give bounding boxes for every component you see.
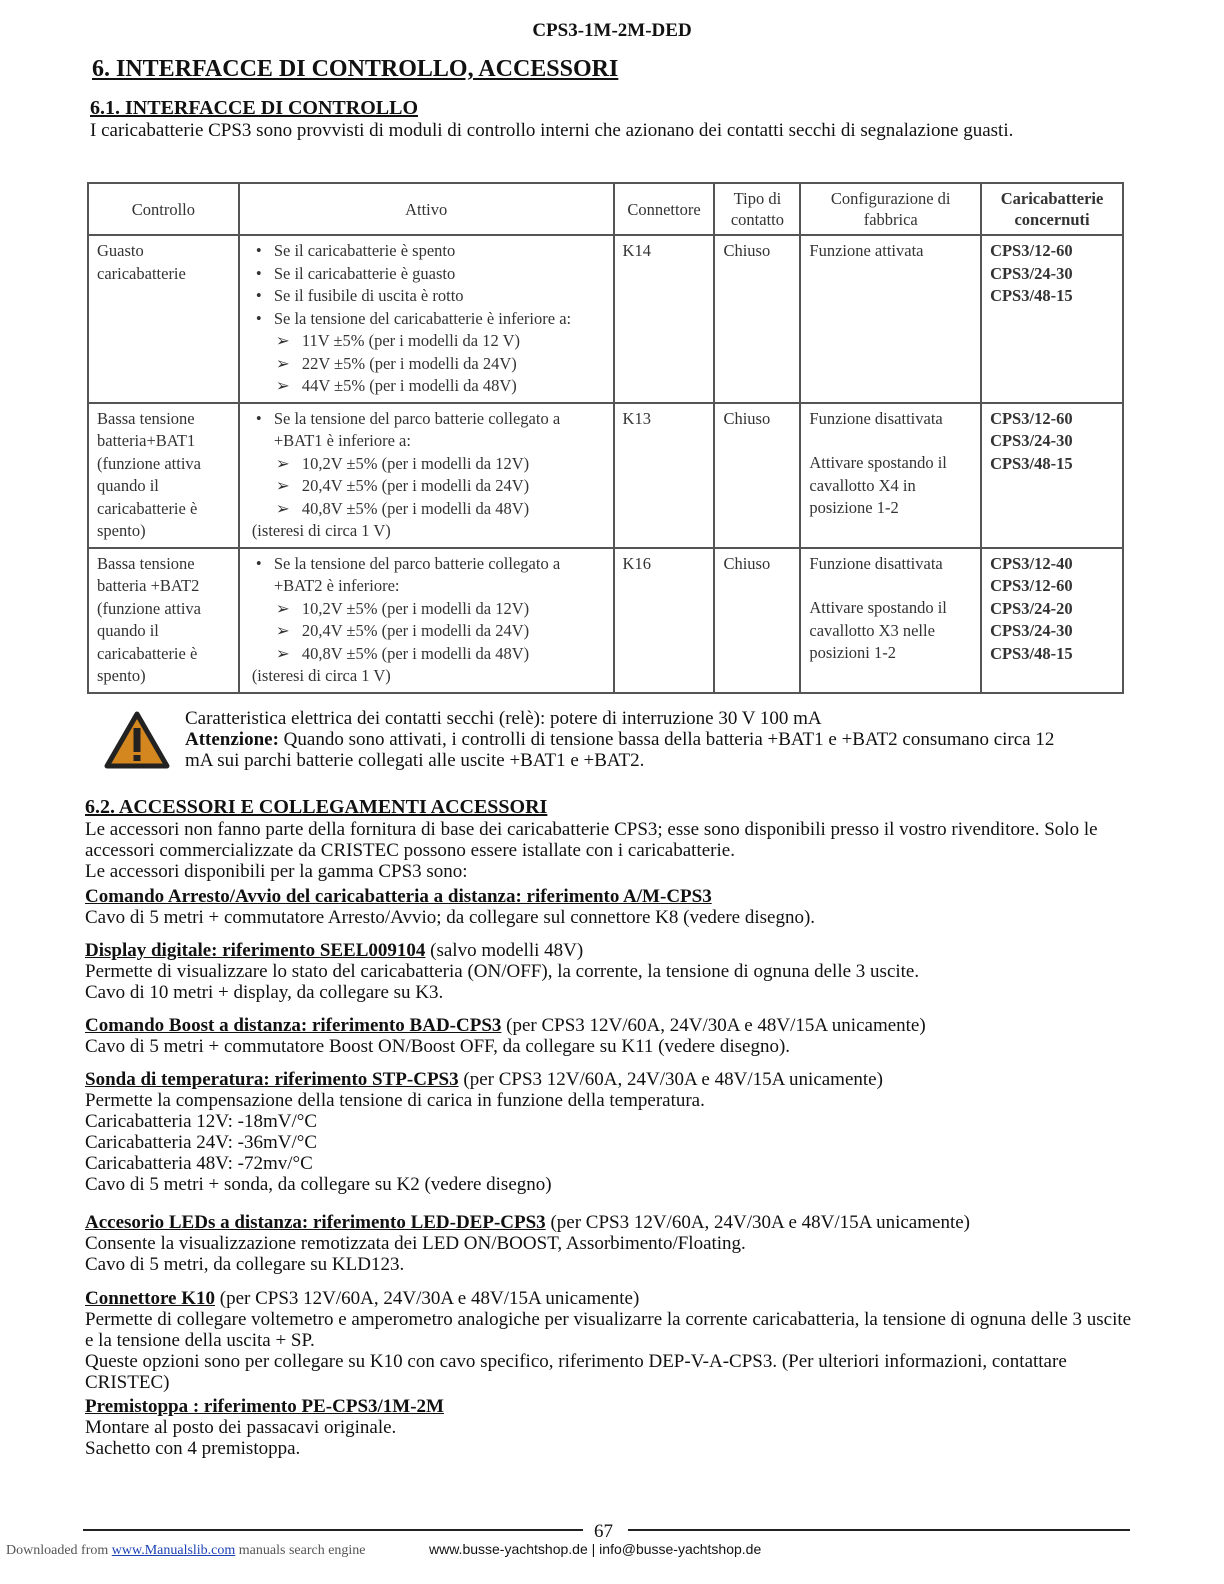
accessory-item bbox=[85, 1288, 1135, 1393]
list-item: • Se la tensione del parco batterie collegato a +BAT2 è inferiore: bbox=[248, 553, 605, 598]
subsection-title-accessories: 6.2. ACCESSORI E COLLEGAMENTI ACCESSORI bbox=[85, 796, 548, 818]
cell-connettore: K16 bbox=[614, 548, 715, 693]
hysteresis-note: (isteresi di circa 1 V) bbox=[251, 666, 391, 685]
config-text: Funzione disattivata bbox=[809, 408, 943, 428]
list-item: • Se la tensione del caricabatterie è inferiore a: bbox=[248, 308, 605, 331]
hysteresis-note: (isteresi di circa 1 V) bbox=[251, 521, 391, 540]
accessory-item bbox=[85, 1212, 1145, 1275]
section-title: 6. INTERFACCE DI CONTROLLO, ACCESSORI bbox=[92, 56, 619, 82]
accessory-item bbox=[85, 1015, 1135, 1057]
list-item: ➢ 22V ±5% (per i modelli da 24V) bbox=[248, 353, 605, 376]
page-number: 67 bbox=[594, 1521, 613, 1542]
cell-tipo: Chiuso bbox=[714, 403, 800, 548]
cell-tipo: Chiuso bbox=[714, 235, 800, 403]
cell-controllo: Bassa tensione batteria+BAT1 (funzione attiva quando il caricabatterie è spento) bbox=[88, 403, 239, 548]
accessory-title: Sonda di temperatura: riferimento STP-CPS3 bbox=[85, 1069, 459, 1090]
list-item: ➢ 40,8V ±5% (per i modelli da 48V) bbox=[248, 643, 605, 666]
warning-line2: Quando sono attivati, i controlli di tensione bassa della batteria +BAT1 e +BAT2 consumano circa 12 mA sui parchi batterie collegati alle uscite +BAT1 e +BAT2. bbox=[185, 729, 1055, 771]
warning-text bbox=[185, 708, 1085, 771]
accessory-line: Sachetto con 4 premistoppa. bbox=[85, 1438, 301, 1459]
accessories-intro bbox=[85, 819, 1125, 882]
accessory-line: Permette di collegare voltemetro e amperometro analogiche per visualizarre la corrente caricabatteria, la tensione di ognuna delle 3 uscite e la tensione della uscita + SP. bbox=[85, 1309, 1132, 1351]
model: CPS3/48-15 bbox=[990, 453, 1073, 473]
cell-models bbox=[981, 235, 1123, 403]
list-item: • Se il fusibile di uscita è rotto bbox=[248, 285, 605, 308]
header-controllo: Controllo bbox=[88, 183, 239, 235]
list-item: • Se il caricabatterie è guasto bbox=[248, 263, 605, 286]
list-item: ➢ 40,8V ±5% (per i modelli da 48V) bbox=[248, 498, 605, 521]
table-row bbox=[88, 235, 1123, 403]
accessory-line: Permette di visualizzare lo stato del caricabatteria (ON/OFF), la corrente, la tensione di ognuna delle 3 uscite. bbox=[85, 961, 920, 982]
accessory-line: Cavo di 5 metri, da collegare su KLD123. bbox=[85, 1254, 405, 1275]
accessory-title: Accesorio LEDs a distanza: riferimento LED-DEP-CPS3 bbox=[85, 1212, 546, 1233]
model: CPS3/12-40 bbox=[990, 553, 1073, 573]
cell-attivo bbox=[239, 403, 614, 548]
list-item: ➢ 11V ±5% (per i modelli da 12 V) bbox=[248, 330, 605, 353]
warning-line1: Caratteristica elettrica dei contatti secchi (relè): potere di interruzione 30 V 100 mA bbox=[185, 708, 822, 729]
accessories-intro-2: Le accessori disponibili per la gamma CPS3 sono: bbox=[85, 861, 468, 882]
accessory-line: Montare al posto dei passacavi originale. bbox=[85, 1417, 397, 1438]
config-note: Attivare spostando il cavallotto X3 nelle posizioni 1-2 bbox=[809, 598, 947, 662]
list-item: ➢ 20,4V ±5% (per i modelli da 24V) bbox=[248, 475, 605, 498]
manualslib-link[interactable]: www.Manualslib.com bbox=[111, 1543, 236, 1558]
accessory-line: Cavo di 10 metri + display, da collegare su K3. bbox=[85, 982, 444, 1003]
accessory-line: Cavo di 5 metri + commutatore Boost ON/Boost OFF, da collegare su K11 (vedere disegno). bbox=[85, 1036, 791, 1057]
download-credit bbox=[6, 1543, 366, 1559]
accessory-item bbox=[85, 940, 1135, 1003]
table-row bbox=[88, 403, 1123, 548]
accessory-suffix: (salvo modelli 48V) bbox=[425, 940, 584, 961]
list-item: ➢ 20,4V ±5% (per i modelli da 24V) bbox=[248, 620, 605, 643]
warning-triangle-icon bbox=[103, 710, 171, 770]
accessory-line: Caricabatteria 12V: -18mV/°C bbox=[85, 1111, 318, 1132]
header-configurazione: Configurazione di fabbrica bbox=[800, 183, 981, 235]
controls-intro: I caricabatterie CPS3 sono provvisti di moduli di controllo interni che azionano dei contatti secchi di segnalazione guasti. bbox=[90, 120, 1014, 141]
model: CPS3/48-15 bbox=[990, 286, 1073, 305]
cell-controllo: Bassa tensione batteria +BAT2 (funzione attiva quando il caricabatterie è spento) bbox=[88, 548, 239, 693]
cell-controllo: Guasto caricabatterie bbox=[88, 235, 239, 403]
cell-attivo bbox=[239, 235, 614, 403]
model: CPS3/12-60 bbox=[990, 241, 1073, 260]
accessories-intro-1: Le accessori non fanno parte della fornitura di base dei caricabatterie CPS3; esse sono disponibili presso il vostro rivenditore. Solo le accessori commercializzate da CRISTEC possono essere istallate con i caricabatterie. bbox=[85, 819, 1098, 861]
accessory-suffix: (per CPS3 12V/60A, 24V/30A e 48V/15A unicamente) bbox=[215, 1288, 640, 1309]
accessory-title: Comando Boost a distanza: riferimento BAD-CPS3 bbox=[85, 1015, 502, 1036]
cell-connettore: K14 bbox=[614, 235, 715, 403]
table-row bbox=[88, 548, 1123, 693]
accessory-line: Cavo di 5 metri + commutatore Arresto/Avvio; da collegare sul connettore K8 (vedere disegno). bbox=[85, 907, 816, 928]
footer-divider-left bbox=[83, 1529, 583, 1531]
model: CPS3/24-20 bbox=[990, 598, 1073, 618]
cell-models bbox=[981, 548, 1123, 693]
accessory-line: Consente la visualizzazione remotizzata dei LED ON/BOOST, Assorbimento/Floating. bbox=[85, 1233, 746, 1254]
model: CPS3/24-30 bbox=[990, 431, 1073, 450]
subsection-title-controls: 6.1. INTERFACCE DI CONTROLLO bbox=[90, 97, 418, 119]
model: CPS3/24-30 bbox=[990, 263, 1073, 283]
cell-connettore: K13 bbox=[614, 403, 715, 548]
config-note: Attivare spostando il cavallotto X4 in posizione 1-2 bbox=[809, 453, 947, 517]
cell-config bbox=[800, 403, 981, 548]
list-item: ➢ 44V ±5% (per i modelli da 48V) bbox=[248, 375, 605, 398]
list-item: • Se la tensione del parco batterie collegato a +BAT1 è inferiore a: bbox=[248, 408, 605, 453]
accessory-line: Caricabatteria 48V: -72mv/°C bbox=[85, 1153, 313, 1174]
accessory-title: Connettore K10 bbox=[85, 1288, 215, 1309]
accessory-suffix: (per CPS3 12V/60A, 24V/30A e 48V/15A unicamente) bbox=[501, 1015, 926, 1036]
accessory-item bbox=[85, 886, 1135, 928]
list-item: ➢ 10,2V ±5% (per i modelli da 12V) bbox=[248, 598, 605, 621]
config-text: Funzione disattivata bbox=[809, 553, 943, 573]
accessory-line: Cavo di 5 metri + sonda, da collegare su K2 (vedere disegno) bbox=[85, 1174, 552, 1195]
accessory-item bbox=[85, 1069, 1135, 1195]
document-code: CPS3-1M-2M-DED bbox=[532, 20, 692, 41]
search-engine-text: manuals search engine bbox=[235, 1543, 366, 1558]
cell-config bbox=[800, 235, 981, 403]
header-tipo-contatto: Tipo di contatto bbox=[714, 183, 800, 235]
accessory-line: Queste opzioni sono per collegare su K10 con cavo specifico, riferimento DEP-V-A-CPS3. (Per ulteriori informazioni, contattare CRISTEC) bbox=[85, 1351, 1067, 1393]
cell-config bbox=[800, 548, 981, 693]
accessory-line: Permette la compensazione della tensione di carica in funzione della temperatura. bbox=[85, 1090, 705, 1111]
cell-attivo bbox=[239, 548, 614, 693]
model: CPS3/12-60 bbox=[990, 408, 1073, 428]
accessory-item bbox=[85, 1396, 1135, 1459]
accessory-suffix: (per CPS3 12V/60A, 24V/30A e 48V/15A unicamente) bbox=[458, 1069, 883, 1090]
config-text: Funzione attivata bbox=[809, 241, 924, 260]
header-attivo: Attivo bbox=[239, 183, 614, 235]
warning-label: Attenzione: bbox=[185, 729, 279, 750]
header-connettore: Connettore bbox=[614, 183, 715, 235]
accessory-suffix: (per CPS3 12V/60A, 24V/30A e 48V/15A unicamente) bbox=[545, 1212, 970, 1233]
list-item: ➢ 10,2V ±5% (per i modelli da 12V) bbox=[248, 453, 605, 476]
accessory-line: Caricabatteria 24V: -36mV/°C bbox=[85, 1132, 318, 1153]
model: CPS3/48-15 bbox=[990, 643, 1073, 663]
accessory-title: Comando Arresto/Avvio del caricabatteria a distanza: riferimento A/M-CPS3 bbox=[85, 886, 712, 907]
cell-tipo: Chiuso bbox=[714, 548, 800, 693]
download-text: Downloaded from bbox=[6, 1543, 112, 1558]
cell-models bbox=[981, 403, 1123, 548]
header-caricabatterie: Caricabatterie concernuti bbox=[981, 183, 1123, 235]
model: CPS3/12-60 bbox=[990, 576, 1073, 595]
list-item: • Se il caricabatterie è spento bbox=[248, 240, 605, 263]
control-interfaces-table bbox=[87, 182, 1124, 694]
accessory-title: Display digitale: riferimento SEEL009104 bbox=[85, 940, 426, 961]
footer-divider-right bbox=[628, 1529, 1130, 1531]
accessory-title: Premistoppa : riferimento PE-CPS3/1M-2M bbox=[85, 1396, 444, 1417]
model: CPS3/24-30 bbox=[990, 621, 1073, 640]
shop-contact: www.busse-yachtshop.de | info@busse-yachtshop.de bbox=[429, 1541, 762, 1557]
